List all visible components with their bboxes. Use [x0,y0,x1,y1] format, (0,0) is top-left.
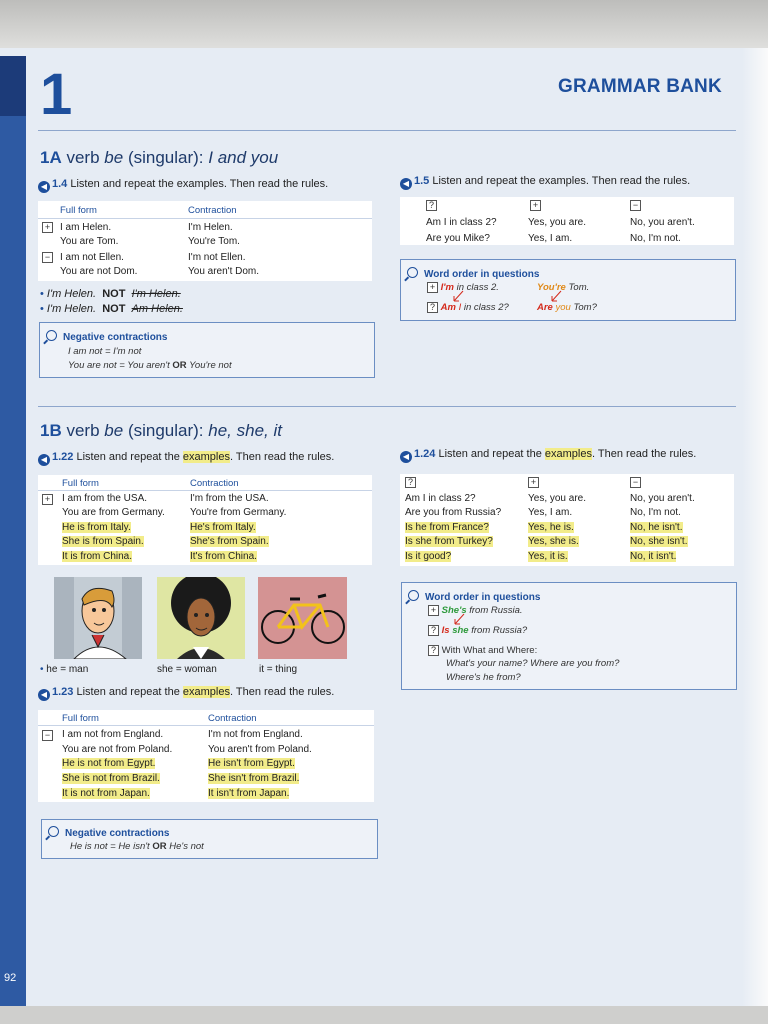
table-1b-affirm: Full form Contraction + I am from the USA. I'm from the USA. You are from Germany. You're from Germany. He is from Italy. He's from Italy. She is from Spain. She's from Spain. It is from China. It's from China. [38,475,372,565]
listen-instruction-1-5: ◀ 1.5 Listen and repeat the examples. Then read the rules. [400,175,690,190]
magnifier-icon [407,267,418,278]
plus-icon: + [528,477,539,488]
table-cell: You're Tom. [188,236,240,247]
section-divider [38,406,736,407]
col-header-full: Full form [60,205,97,216]
scan-bottom-margin [0,1006,768,1024]
minus-icon: − [42,252,53,263]
table-cell: You aren't Dom. [188,266,260,277]
table-1a-questions: ? + − Am I in class 2? Yes, you are. No, you aren't. Are you Mike? Yes, I am. No, I'm not. [400,197,734,245]
man-illustration [54,577,142,659]
table-cell: You are not Dom. [60,266,138,277]
magnifier-icon [408,590,419,601]
bullet-rule-1: • I'm Helen. NOT I'm Helen. [40,288,181,300]
table-1b-negative: Full form Contraction − I am not from England. I'm not from England. You are not from Poland. You aren't from Poland. He is not from Egypt. He isn't from Egypt. She is not from Brazil. She isn't from Brazil. It is not from Japan. It isn't from Japan. [38,710,374,802]
note-negative-contractions-1b: Negative contractions He is not = He isn't OR He's not [41,819,378,859]
bicycle-illustration [258,577,347,659]
magnifier-icon [46,330,57,341]
col-header-contraction: Contraction [188,205,237,216]
listen-instruction-1-4: ◀ 1.4 Listen and repeat the examples. Then read the rules. [38,178,328,193]
magnifier-icon [48,826,59,837]
scan-top-margin [0,0,768,50]
table-cell: I'm not Ellen. [188,252,246,263]
header-rule [38,130,736,131]
swap-arrow-icon [547,290,567,304]
caption-he: • he = man [40,664,89,675]
table-1a-affirm-neg [38,201,372,281]
question-icon: ? [426,200,437,211]
listen-instruction-1-23: ◀ 1.23 Listen and repeat the examples. Then read the rules. [38,686,334,701]
unit-number: 1 [40,62,73,127]
note-word-order-1a: Word order in questions + I'm in class 2. You're Tom. ? Am I in class 2? Are you Tom? [400,259,736,321]
page-title: GRAMMAR BANK [558,76,722,97]
table-cell: You are Tom. [60,236,119,247]
woman-illustration [157,577,245,659]
page-edge [742,48,768,1008]
section-1b-heading: 1B verb be (singular): he, she, it [40,421,282,440]
plus-icon: + [42,494,53,505]
caption-it: it = thing [259,664,298,675]
bullet-rule-2: • I'm Helen. NOT Am Helen. [40,303,183,315]
listen-instruction-1-22: ◀ 1.22 Listen and repeat the examples. Then read the rules. [38,451,334,466]
note-word-order-1b: Word order in questions + She's from Russia. ? Is she from Russia? ? With What and Where: What's your name? Where are you from? Where's he from? [401,582,737,690]
table-cell: I am not Ellen. [60,252,124,263]
audio-icon[interactable]: ◀ [400,451,412,463]
minus-icon: − [42,730,53,741]
table-1b-questions: ? + − Am I in class 2? Yes, you are. No, you aren't. Are you from Russia? Yes, I am. No, I'm not. Is he from France? Yes, he is. No, he isn't. Is she from Turkey? Yes, she is. No, she isn't. Is it good? Yes, it is. No, it isn't. [400,474,734,566]
table-cell: I am Helen. [60,222,112,233]
note-negative-contractions-1a: Negative contractions I am not = I'm not You are not = You aren't OR You're not [39,322,375,378]
page-spine-accent [0,56,26,116]
plus-icon: + [42,222,53,233]
minus-icon: − [630,477,641,488]
listen-instruction-1-24: ◀ 1.24 Listen and repeat the examples. Then read the rules. [400,448,696,463]
audio-icon[interactable]: ◀ [38,689,50,701]
audio-icon[interactable]: ◀ [38,181,50,193]
plus-icon: + [530,200,541,211]
minus-icon: − [630,200,641,211]
question-icon: ? [405,477,416,488]
caption-she: she = woman [157,664,217,675]
table-cell: I'm Helen. [188,222,233,233]
page-spine-bar [0,56,26,1006]
section-1a-heading: 1A verb be (singular): I and you [40,148,279,167]
audio-icon[interactable]: ◀ [38,454,50,466]
page-number: 92 [4,972,17,984]
audio-icon[interactable]: ◀ [400,178,412,190]
swap-arrow-icon [449,290,469,304]
